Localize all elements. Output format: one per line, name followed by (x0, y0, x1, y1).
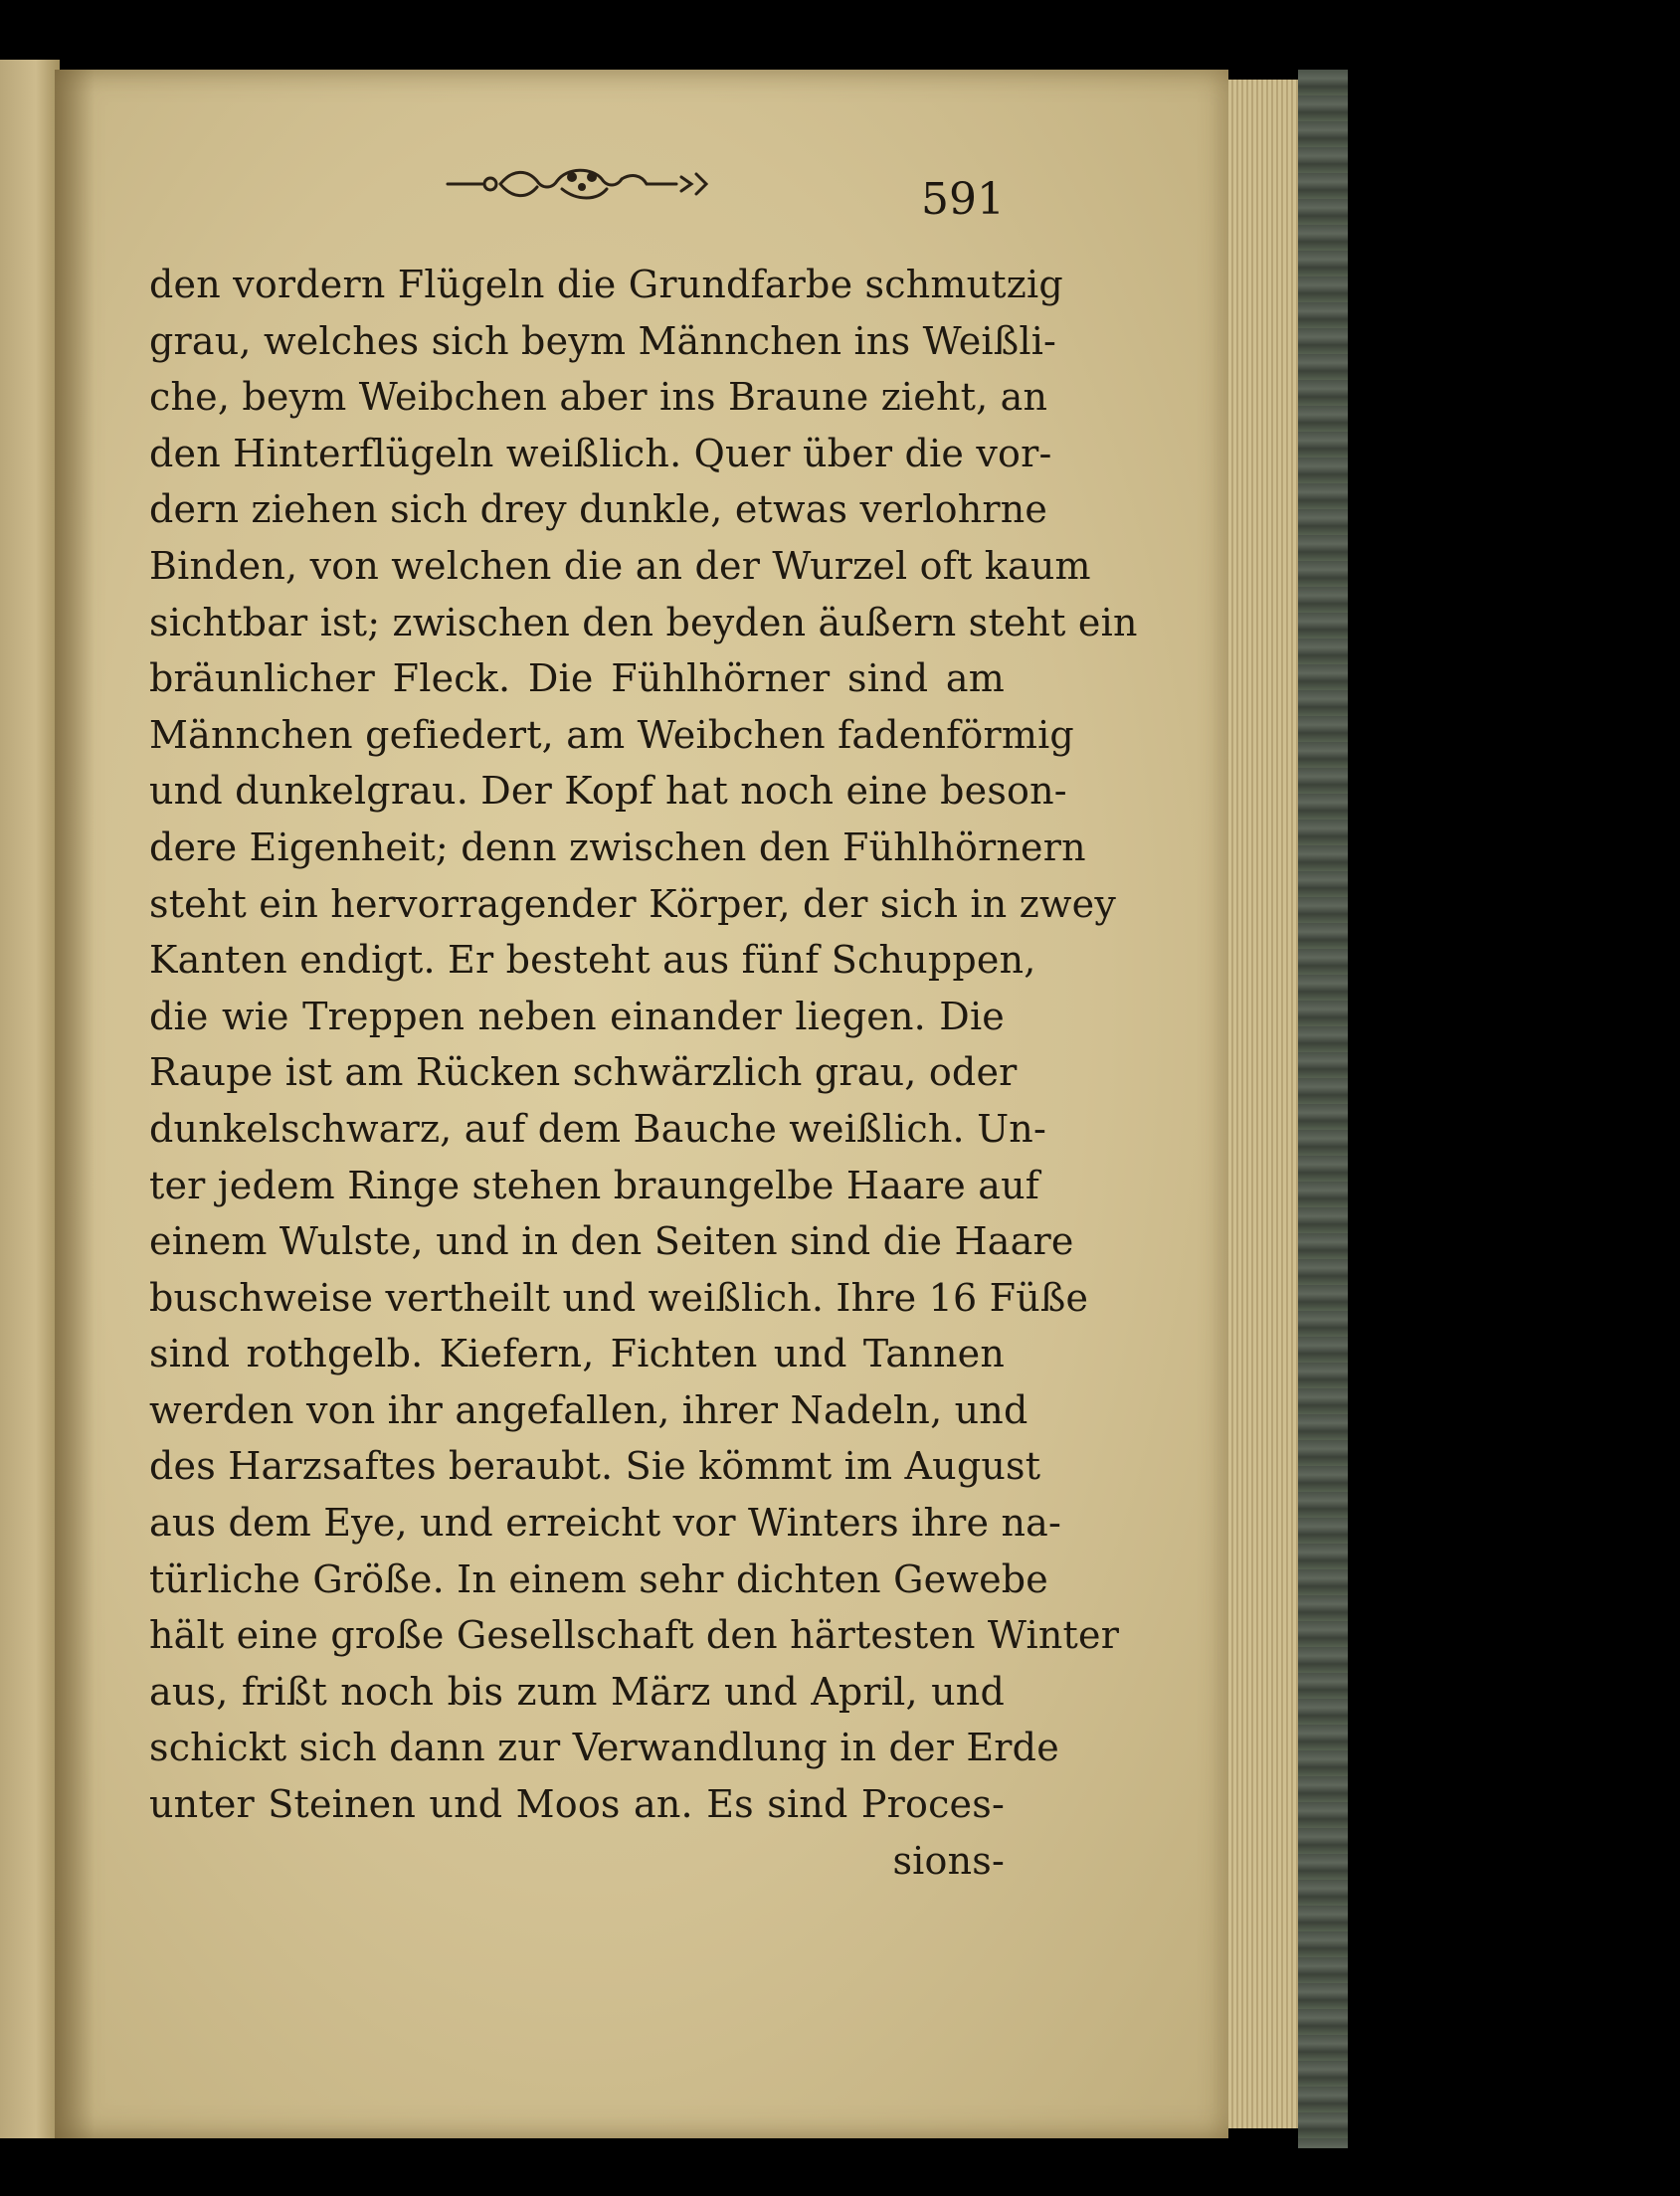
text-line: Raupe ist am Rücken schwärzlich grau, oder (149, 1050, 1018, 1095)
text-line: den Hinterflügeln weißlich. Quer über die vor- (149, 431, 1052, 475)
text-line: sind rothgelb. Kiefern, Fichten und Tannen (149, 1332, 1005, 1376)
text-line: hält eine große Gesellschaft den härtesten Winter (149, 1613, 1120, 1658)
page-gutter-shadow (55, 70, 94, 2138)
text-line: Kanten endigt. Er besteht aus fünf Schuppen, (149, 938, 1036, 983)
text-line: den vordern Flügeln die Grundfarbe schmutzig (149, 263, 1063, 306)
text-line: grau, welches sich beym Männchen ins Weißli- (149, 318, 1057, 363)
text-line: des Harzsaftes beraubt. Sie kömmt im August (149, 1444, 1041, 1489)
text-line: Binden, von welchen die an der Wurzel oft kaum (149, 543, 1091, 588)
text-line: sichtbar ist; zwischen den beyden äußern steht ein (149, 600, 1138, 644)
text-line: Männchen gefiedert, am Weibchen fadenförmig (149, 712, 1074, 757)
text-line: aus dem Eye, und erreicht vor Winters ihre na- (149, 1501, 1062, 1546)
text-line: buschweise vertheilt und weißlich. Ihre 16 Füße (149, 1275, 1089, 1320)
body-text (149, 257, 1138, 1889)
text-line: dere Eigenheit; denn zwischen den Fühlhörnern (149, 824, 1086, 869)
text-line: unter Steinen und Moos an. Es sind Proces- (149, 1782, 1005, 1827)
text-line: die wie Treppen neben einander liegen. Die (149, 994, 1005, 1038)
text-line: türliche Größe. In einem sehr dichten Gewebe (149, 1556, 1048, 1601)
text-line: steht ein hervorragender Körper, der sich in zwey (149, 881, 1117, 926)
text-line: schickt sich dann zur Verwandlung in der Erde (149, 1726, 1059, 1770)
header-ornament-icon (443, 159, 711, 209)
text-line: und dunkelgrau. Der Kopf hat noch eine beson- (149, 769, 1067, 814)
text-line: einem Wulste, und in den Seiten sind die Haare (149, 1219, 1074, 1264)
text-line: sions- (892, 1838, 1005, 1883)
text-line: bräunlicher Fleck. Die Fühlhörner sind am (149, 656, 1005, 701)
page-number: 591 (921, 174, 1005, 225)
text-line: dern ziehen sich drey dunkle, etwas verlohrne (149, 487, 1048, 532)
text-line: aus, frißt noch bis zum März und April, und (149, 1669, 1005, 1714)
text-line: werden von ihr angefallen, ihrer Nadeln, und (149, 1387, 1028, 1432)
facing-page-edge (0, 60, 60, 2138)
text-line: dunkelschwarz, auf dem Bauche weißlich. Un- (149, 1106, 1047, 1151)
page-edges (1228, 80, 1298, 2128)
text-line: ter jedem Ringe stehen braungelbe Haare auf (149, 1163, 1040, 1207)
text-line: che, beym Weibchen aber ins Braune zieht, an (149, 375, 1048, 420)
book-cover-edge (1298, 70, 1348, 2148)
